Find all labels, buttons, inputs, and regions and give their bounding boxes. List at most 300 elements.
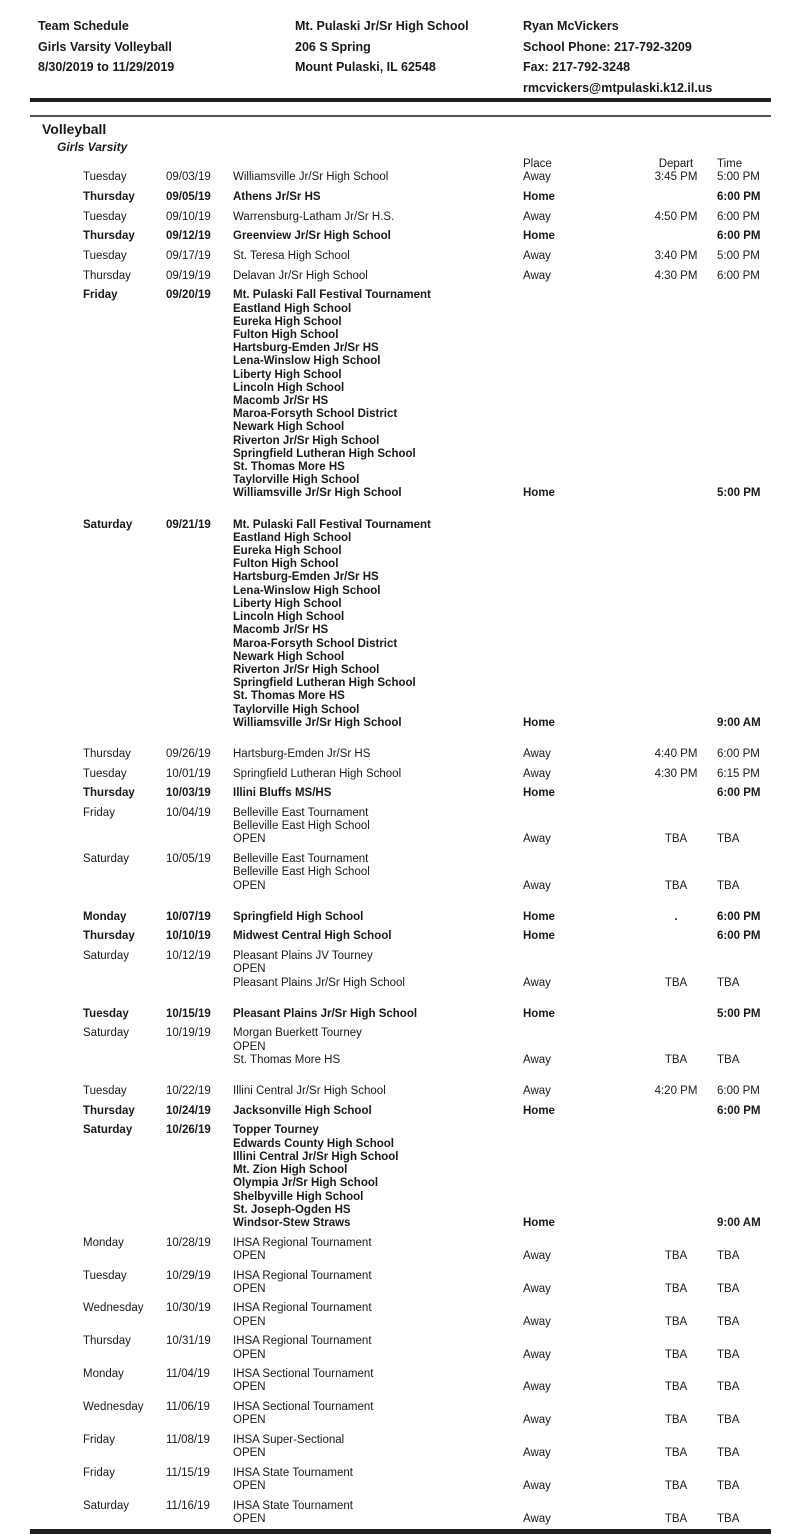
place-cell: Home [523, 910, 555, 923]
time-cell: 5:00 PM [717, 487, 761, 500]
opponent-line: Illini Bluffs MS/HS [233, 787, 332, 800]
team-name: Girls Varsity Volleyball [38, 39, 172, 54]
opponent-cell [233, 1434, 523, 1460]
depart-cell: 3:40 PM [654, 250, 698, 263]
opponent-cell [233, 519, 523, 730]
opponent-line: Liberty High School [233, 597, 342, 610]
column-headers [0, 158, 800, 171]
schedule-row [0, 1008, 800, 1021]
place-column-header: Place [523, 158, 552, 170]
opponent-line: Belleville East High School [233, 820, 370, 833]
schedule-row [0, 911, 800, 924]
opponent-line: Riverton Jr/Sr High School [233, 663, 380, 676]
opponent-line: Hartsburg-Emden Jr/Sr HS [233, 571, 379, 584]
opponent-line: Fulton High School [233, 329, 339, 342]
time-column-header: Time [717, 158, 743, 170]
contact-email: rmcvickers@mtpulaski.k12.il.us [523, 80, 713, 95]
schedule-row [0, 250, 800, 263]
opponent-line: St. Teresa High School [233, 250, 350, 263]
school-street: 206 S Spring [295, 39, 371, 54]
time-cell: 6:00 PM [717, 1085, 760, 1098]
opponent-line: IHSA State Tournament [233, 1499, 353, 1512]
date-cell: 10/19/19 [166, 1027, 211, 1040]
date-cell: 10/10/19 [166, 930, 211, 943]
opponent-cell [233, 1027, 523, 1067]
schedule-row [0, 1335, 800, 1361]
place-cell: Away [523, 1282, 551, 1295]
date-cell: 11/15/19 [166, 1466, 210, 1479]
opponent-line: IHSA Sectional Tournament [233, 1368, 374, 1381]
opponent-line: Taylorville High School [233, 474, 360, 487]
opponent-line: OPEN [233, 1480, 266, 1493]
place-cell: Home [523, 190, 555, 203]
schedule-row [0, 1401, 800, 1427]
school-city-state-zip: Mount Pulaski, IL 62548 [295, 60, 436, 74]
opponent-line: Pleasant Plains Jr/Sr High School [233, 976, 405, 989]
opponent-cell [233, 1124, 523, 1230]
time-cell: TBA [717, 1315, 740, 1328]
date-cell: 09/20/19 [166, 289, 211, 302]
place-cell: Away [523, 1315, 551, 1328]
opponent-line: Lena-Winslow High School [233, 355, 381, 368]
time-cell: 5:00 PM [717, 171, 760, 184]
opponent-line: Springfield Lutheran High School [233, 447, 416, 460]
date-cell: 09/19/19 [166, 269, 211, 282]
day-cell: Wednesday [83, 1302, 144, 1315]
opponent-cell [233, 1237, 523, 1263]
schedule-row [0, 289, 800, 500]
opponent-line: Mt. Pulaski Fall Festival Tournament [233, 289, 431, 302]
time-cell: 6:00 PM [717, 747, 760, 760]
opponent-line: Hartsburg-Emden Jr/Sr HS [233, 747, 371, 760]
depart-cell: 3:45 PM [654, 171, 698, 184]
schedule-row [0, 748, 800, 761]
opponent-cell [233, 270, 523, 283]
time-cell: 6:15 PM [717, 767, 760, 780]
day-cell: Thursday [83, 1104, 135, 1117]
depart-cell: TBA [664, 1282, 688, 1295]
place-cell: Away [523, 269, 551, 282]
opponent-cell [233, 1467, 523, 1493]
opponent-line: Athens Jr/Sr HS [233, 190, 321, 203]
day-cell: Thursday [83, 747, 131, 760]
opponent-line: Fulton High School [233, 558, 339, 571]
opponent-line: Edwards County High School [233, 1137, 395, 1150]
time-cell: 5:00 PM [717, 250, 760, 263]
date-cell: 10/22/19 [166, 1085, 211, 1098]
contact-fax: Fax: 217-792-3248 [523, 60, 631, 74]
place-cell: Away [523, 1513, 551, 1526]
day-cell: Tuesday [83, 767, 127, 780]
date-cell: 09/17/19 [166, 250, 211, 263]
date-cell: 09/03/19 [166, 171, 211, 184]
opponent-line: Maroa-Forsyth School District [233, 637, 398, 650]
opponent-cell [233, 230, 523, 243]
day-cell: Monday [83, 1368, 124, 1381]
opponent-line: OPEN [233, 833, 266, 846]
date-cell: 10/15/19 [166, 1007, 211, 1020]
opponent-line: Liberty High School [233, 368, 342, 381]
day-cell: Tuesday [83, 210, 127, 223]
opponent-line: OPEN [233, 963, 266, 976]
time-cell: TBA [717, 1381, 740, 1394]
place-cell: Home [523, 487, 555, 500]
place-cell: Away [523, 171, 551, 184]
schedule-row [0, 230, 800, 243]
opponent-line: IHSA Sectional Tournament [233, 1401, 374, 1414]
date-cell: 09/12/19 [166, 230, 211, 243]
time-cell: 6:00 PM [717, 269, 760, 282]
opponent-line: OPEN [233, 1282, 266, 1295]
team-level-heading: Girls Varsity [57, 140, 128, 154]
opponent-cell [233, 211, 523, 224]
opponent-line: Shelbyville High School [233, 1190, 364, 1203]
depart-cell: . [674, 910, 678, 923]
opponent-line: Pleasant Plains JV Tourney [233, 950, 373, 963]
place-cell: Away [523, 1381, 551, 1394]
schedule-row [0, 807, 800, 847]
day-cell: Saturday [83, 1499, 130, 1512]
opponent-cell [233, 748, 523, 761]
place-cell: Home [523, 930, 555, 943]
opponent-line: Topper Tourney [233, 1124, 319, 1137]
opponent-line: Eureka High School [233, 545, 342, 558]
day-cell: Friday [83, 807, 115, 820]
date-cell: 10/30/19 [166, 1302, 211, 1315]
opponent-cell [233, 950, 523, 990]
schedule-row [0, 1467, 800, 1493]
schedule-row [0, 270, 800, 283]
place-cell: Away [523, 1348, 551, 1361]
opponent-cell [233, 1401, 523, 1427]
time-cell: TBA [717, 1513, 740, 1526]
depart-cell: TBA [664, 1381, 688, 1394]
header-school [295, 16, 469, 78]
time-cell: 5:00 PM [717, 1007, 761, 1020]
place-cell: Away [523, 1447, 551, 1460]
day-cell: Friday [83, 1466, 115, 1479]
time-cell: TBA [717, 1447, 740, 1460]
opponent-line: Macomb Jr/Sr HS [233, 395, 329, 408]
opponent-line: Illini Central Jr/Sr High School [233, 1150, 399, 1163]
opponent-cell [233, 171, 523, 184]
opponent-line: Eureka High School [233, 315, 342, 328]
depart-cell: 4:20 PM [654, 1085, 698, 1098]
time-cell: 6:00 PM [717, 190, 761, 203]
day-cell: Tuesday [83, 1007, 129, 1020]
opponent-cell [233, 1335, 523, 1361]
opponent-line: Illini Central Jr/Sr High School [233, 1085, 386, 1098]
opponent-cell [233, 1105, 523, 1118]
date-cell: 10/12/19 [166, 950, 211, 963]
depart-cell: 4:50 PM [654, 210, 698, 223]
time-cell: 6:00 PM [717, 787, 761, 800]
schedule-row [0, 191, 800, 204]
place-cell: Away [523, 210, 551, 223]
opponent-line: Delavan Jr/Sr High School [233, 269, 368, 282]
place-cell: Away [523, 833, 551, 846]
opponent-line: Springfield Lutheran High School [233, 677, 416, 690]
opponent-cell [233, 289, 523, 500]
day-cell: Thursday [83, 787, 135, 800]
place-cell: Home [523, 1216, 555, 1229]
schedule-row [0, 950, 800, 990]
opponent-cell [233, 911, 523, 924]
depart-cell: 4:30 PM [654, 269, 698, 282]
opponent-line: IHSA Regional Tournament [233, 1302, 372, 1315]
date-cell: 10/31/19 [166, 1335, 211, 1348]
opponent-line: St. Joseph-Ogden HS [233, 1203, 351, 1216]
report-title: Team Schedule [38, 19, 129, 33]
opponent-line: Eastland High School [233, 302, 352, 315]
schedule-row [0, 1237, 800, 1263]
place-cell: Away [523, 1480, 551, 1493]
place-cell: Away [523, 1414, 551, 1427]
opponent-line: Morgan Buerkett Tourney [233, 1027, 362, 1040]
opponent-cell [233, 1368, 523, 1394]
schedule-row [0, 1368, 800, 1394]
opponent-line: St. Thomas More HS [233, 690, 345, 703]
opponent-line: Maroa-Forsyth School District [233, 408, 398, 421]
opponent-line: Riverton Jr/Sr High School [233, 434, 380, 447]
opponent-line: OPEN [233, 1249, 266, 1262]
opponent-line: Hartsburg-Emden Jr/Sr HS [233, 342, 379, 355]
opponent-line: Midwest Central High School [233, 930, 392, 943]
opponent-line: Greenview Jr/Sr High School [233, 230, 391, 243]
opponent-line: IHSA Regional Tournament [233, 1236, 372, 1249]
day-cell: Monday [83, 1236, 124, 1249]
opponent-line: Belleville East Tournament [233, 853, 369, 866]
opponent-line: Belleville East High School [233, 866, 370, 879]
schedule-row [0, 211, 800, 224]
opponent-line: Warrensburg-Latham Jr/Sr H.S. [233, 210, 395, 223]
schedule-row [0, 1124, 800, 1230]
date-cell: 10/26/19 [166, 1124, 211, 1137]
opponent-line: Mt. Zion High School [233, 1164, 348, 1177]
date-cell: 10/24/19 [166, 1104, 211, 1117]
depart-cell: TBA [664, 1447, 688, 1460]
opponent-line: OPEN [233, 879, 266, 892]
opponent-cell [233, 250, 523, 263]
day-cell: Monday [83, 910, 127, 923]
day-cell: Friday [83, 1434, 115, 1447]
time-cell: TBA [717, 1249, 740, 1262]
day-cell: Tuesday [83, 1085, 127, 1098]
date-range: 8/30/2019 to 11/29/2019 [38, 60, 175, 74]
opponent-line: OPEN [233, 1414, 266, 1427]
schedule-row [0, 1105, 800, 1118]
depart-cell: TBA [664, 1513, 688, 1526]
depart-cell: TBA [664, 1315, 688, 1328]
schedule-row [0, 1027, 800, 1067]
opponent-line: OPEN [233, 1315, 266, 1328]
schedule-row [0, 853, 800, 893]
opponent-line: Lincoln High School [233, 381, 345, 394]
opponent-cell [233, 768, 523, 781]
school-name: Mt. Pulaski Jr/Sr High School [295, 19, 469, 33]
depart-cell: TBA [664, 976, 688, 989]
opponent-line: Springfield High School [233, 910, 364, 923]
day-cell: Friday [83, 289, 118, 302]
opponent-line: St. Thomas More HS [233, 461, 345, 474]
opponent-line: Newark High School [233, 421, 345, 434]
time-cell: TBA [717, 1282, 740, 1295]
date-cell: 10/29/19 [166, 1269, 211, 1282]
opponent-cell [233, 930, 523, 943]
place-cell: Away [523, 1053, 551, 1066]
day-cell: Thursday [83, 230, 135, 243]
time-cell: 6:00 PM [717, 930, 761, 943]
schedule-rows [0, 171, 800, 1526]
day-cell: Thursday [83, 1335, 131, 1348]
schedule-row [0, 1085, 800, 1098]
time-cell: 6:00 PM [717, 910, 761, 923]
footer-rule [30, 1529, 771, 1534]
opponent-cell [233, 807, 523, 847]
opponent-line: St. Thomas More HS [233, 1053, 341, 1066]
day-cell: Thursday [83, 269, 131, 282]
depart-cell: TBA [664, 1348, 688, 1361]
date-cell: 11/08/19 [166, 1434, 210, 1447]
date-cell: 11/04/19 [166, 1368, 210, 1381]
time-cell: 9:00 AM [717, 716, 761, 729]
opponent-cell [233, 1500, 523, 1526]
opponent-line: Lincoln High School [233, 611, 345, 624]
day-cell: Saturday [83, 1027, 130, 1040]
date-cell: 10/07/19 [166, 910, 211, 923]
time-cell: TBA [717, 976, 740, 989]
place-cell: Away [523, 1249, 551, 1262]
date-cell: 10/03/19 [166, 787, 211, 800]
schedule-row [0, 787, 800, 800]
day-cell: Saturday [83, 853, 130, 866]
time-cell: 6:00 PM [717, 1104, 761, 1117]
depart-cell: TBA [664, 1414, 688, 1427]
opponent-line: OPEN [233, 1513, 266, 1526]
contact-phone: School Phone: 217-792-3209 [523, 39, 692, 54]
date-cell: 10/04/19 [166, 807, 211, 820]
day-cell: Saturday [83, 950, 130, 963]
day-cell: Saturday [83, 518, 133, 531]
time-cell: 6:00 PM [717, 230, 761, 243]
schedule-row [0, 1302, 800, 1328]
time-cell: TBA [717, 879, 740, 892]
schedule-row [0, 519, 800, 730]
place-cell: Home [523, 787, 555, 800]
place-cell: Away [523, 1085, 551, 1098]
time-cell: TBA [717, 1414, 740, 1427]
opponent-line: IHSA Regional Tournament [233, 1269, 372, 1282]
opponent-line: Belleville East Tournament [233, 807, 369, 820]
header-rule-thin [30, 115, 771, 117]
depart-cell: TBA [664, 833, 688, 846]
date-cell: 09/10/19 [166, 210, 211, 223]
opponent-line: IHSA State Tournament [233, 1466, 353, 1479]
opponent-line: Springfield Lutheran High School [233, 767, 402, 780]
schedule-row [0, 768, 800, 781]
schedule-row [0, 171, 800, 184]
date-cell: 09/26/19 [166, 747, 211, 760]
opponent-cell [233, 1085, 523, 1098]
date-cell: 10/01/19 [166, 767, 211, 780]
opponent-line: Williamsville Jr/Sr High School [233, 171, 389, 184]
opponent-line: Jacksonville High School [233, 1104, 372, 1117]
depart-cell: 4:40 PM [654, 747, 698, 760]
opponent-cell [233, 1270, 523, 1296]
depart-cell: TBA [664, 879, 688, 892]
time-cell: TBA [717, 1053, 740, 1066]
opponent-line: Williamsville Jr/Sr High School [233, 487, 402, 500]
schedule-table [0, 158, 800, 1533]
opponent-cell [233, 191, 523, 204]
place-cell: Away [523, 767, 551, 780]
day-cell: Wednesday [83, 1401, 144, 1414]
schedule-row [0, 1270, 800, 1296]
opponent-line: Williamsville Jr/Sr High School [233, 716, 402, 729]
opponent-line: IHSA Regional Tournament [233, 1335, 372, 1348]
opponent-cell [233, 787, 523, 800]
opponent-line: IHSA Super-Sectional [233, 1434, 345, 1447]
depart-column-header: Depart [658, 158, 694, 170]
opponent-line: OPEN [233, 1381, 266, 1394]
day-cell: Thursday [83, 190, 135, 203]
day-cell: Thursday [83, 930, 135, 943]
date-cell: 11/16/19 [166, 1499, 210, 1512]
opponent-line: OPEN [233, 1447, 266, 1460]
header-left [38, 16, 174, 78]
opponent-line: Macomb Jr/Sr HS [233, 624, 329, 637]
place-cell: Away [523, 976, 551, 989]
opponent-line: Eastland High School [233, 531, 352, 544]
depart-cell: TBA [664, 1053, 688, 1066]
opponent-line: OPEN [233, 1348, 266, 1361]
schedule-row [0, 1500, 800, 1526]
contact-name: Ryan McVickers [523, 19, 619, 33]
place-cell: Away [523, 879, 551, 892]
header-contact [523, 16, 712, 98]
opponent-line: Lena-Winslow High School [233, 584, 381, 597]
opponent-line: Taylorville High School [233, 703, 360, 716]
opponent-line: Newark High School [233, 650, 345, 663]
schedule-row [0, 930, 800, 943]
date-cell: 10/28/19 [166, 1236, 211, 1249]
opponent-line: Olympia Jr/Sr High School [233, 1177, 379, 1190]
date-cell: 11/06/19 [166, 1401, 210, 1414]
day-cell: Tuesday [83, 171, 127, 184]
opponent-line: OPEN [233, 1040, 266, 1053]
schedule-row [0, 1434, 800, 1460]
opponent-line: Windsor-Stew Straws [233, 1216, 351, 1229]
time-cell: 6:00 PM [717, 210, 760, 223]
day-cell: Tuesday [83, 1269, 127, 1282]
depart-cell: TBA [664, 1480, 688, 1493]
place-cell: Away [523, 250, 551, 263]
header-rule-thick [30, 98, 771, 102]
time-cell: 9:00 AM [717, 1216, 761, 1229]
opponent-cell [233, 853, 523, 893]
place-cell: Home [523, 716, 555, 729]
date-cell: 09/05/19 [166, 190, 211, 203]
date-cell: 09/21/19 [166, 518, 211, 531]
opponent-line: Mt. Pulaski Fall Festival Tournament [233, 518, 431, 531]
time-cell: TBA [717, 1348, 740, 1361]
place-cell: Home [523, 230, 555, 243]
time-cell: TBA [717, 833, 740, 846]
place-cell: Home [523, 1104, 555, 1117]
place-cell: Away [523, 747, 551, 760]
depart-cell: TBA [664, 1249, 688, 1262]
opponent-line: Pleasant Plains Jr/Sr High School [233, 1007, 418, 1020]
